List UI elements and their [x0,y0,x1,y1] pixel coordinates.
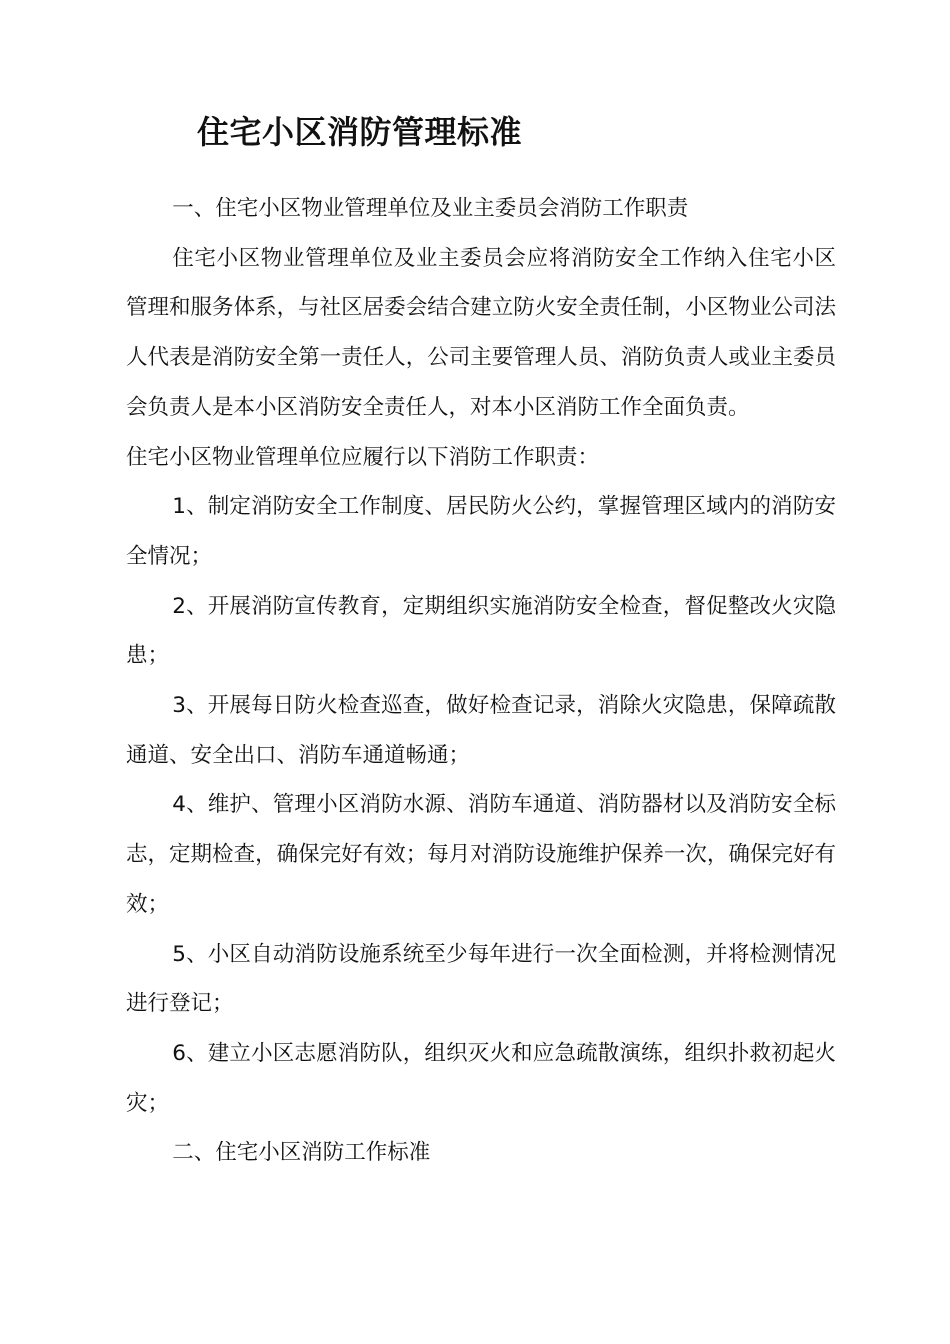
duties-intro: 住宅小区物业管理单位应履行以下消防工作职责： [126,444,600,470]
duty-item-1: 1、制定消防安全工作制度、居民防火公约，掌握管理区域内的消防安全情况； [126,494,836,569]
duty-item-4: 4、维护、管理小区消防水源、消防车通道、消防器材以及消防安全标志，定期检查，确保完好有效；每月对消防设施维护保养一次，确保完好有效； [126,792,836,917]
responsibility-text: 住宅小区物业管理单位及业主委员会应将消防安全工作纳入住宅小区管理和服务体系，与社区居委会结合建立防火安全责任制，小区物业公司法人代表是消防安全第一责任人，公司主要管理人员、消防负责人或业主委员会负责人是本小区消防安全责任人，对本小区消防工作全面负责。 [126,245,836,420]
duty-item-5: 5、小区自动消防设施系统至少每年进行一次全面检测，并将检测情况进行登记； [126,941,836,1017]
duty-item-2: 2、开展消防宣传教育，定期组织实施消防安全检查，督促整改火灾隐患； [126,593,836,669]
section-heading-2: 二、住宅小区消防工作标准 [172,1140,431,1166]
duty-item-6: 6、建立小区志愿消防队，组织灭火和应急疏散演练，组织扑救初起火灾； [126,1040,836,1116]
section-heading-1: 一、住宅小区物业管理单位及业主委员会消防工作职责 [172,196,689,221]
document-body [126,184,836,1178]
document-title: 住宅小区消防管理标准 [197,113,523,151]
duty-item-3: 3、开展每日防火检查巡查，做好检查记录，消除火灾隐患，保障疏散通道、安全出口、消防车通道畅通； [126,693,836,768]
responsibility-paragraph [126,234,836,483]
